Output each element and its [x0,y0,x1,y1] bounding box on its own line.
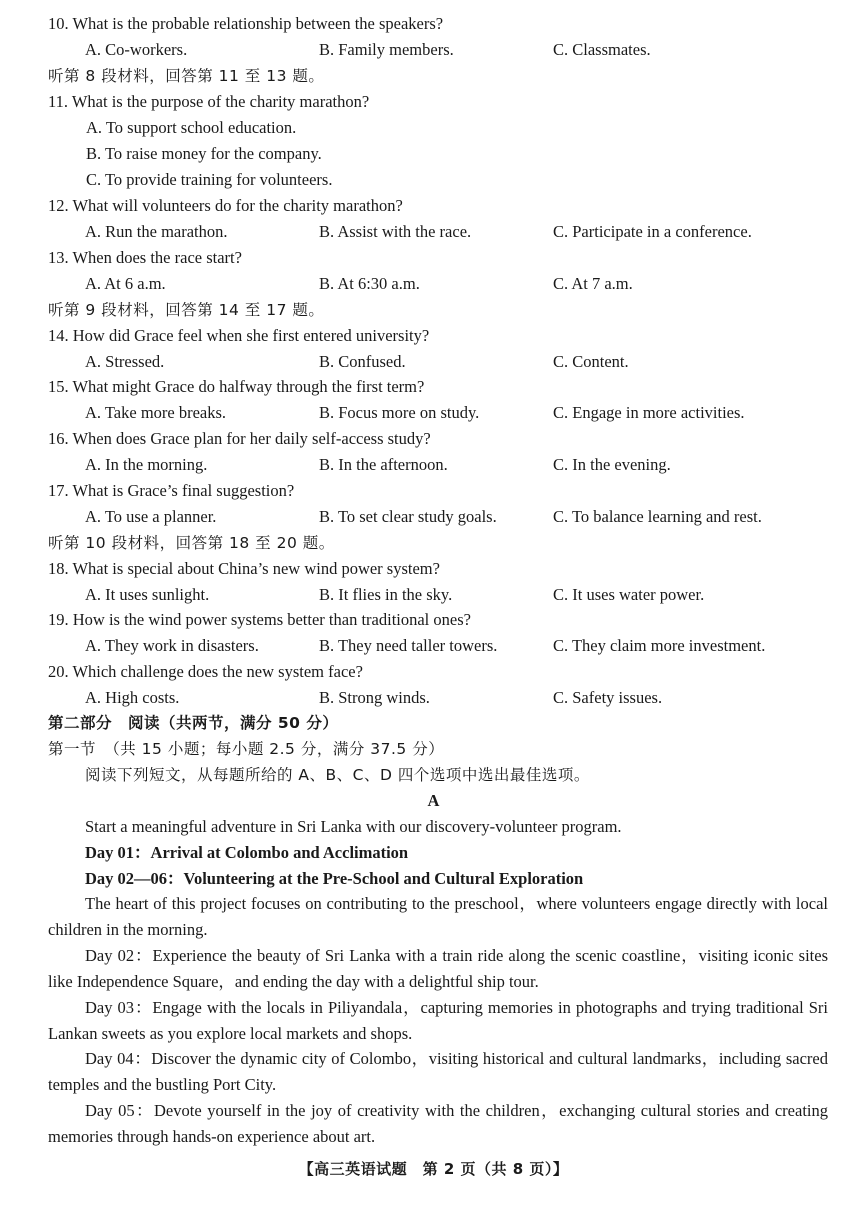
question-17-stem: 17. What is Grace’s final suggestion? [48,481,295,500]
option-c: C. In the evening. [553,455,671,474]
paragraph-day02: Day 02：Experience the beauty of Sri Lanka with a train ride along the scenic coastline，visiting iconic sites like Independence Square，and ending the day with a delightful ship tour. [48,946,828,991]
question-17-options [0,504,867,530]
option-c: C. It uses water power. [553,585,705,604]
question-18-options [0,582,867,608]
option-b: B. Focus more on study. [319,403,480,422]
option-b: B. At 6:30 a.m. [319,274,420,293]
question-18-stem: 18. What is special about China’s new wind power system? [48,559,440,578]
option-a: A. Co-workers. [85,40,188,59]
question-13-options [0,271,867,297]
question-15-options [0,400,867,426]
question-10-stem: 10. What is the probable relationship between the speakers? [48,14,444,33]
option-a: A. High costs. [85,688,180,707]
question-11-option-a: A. To support school education. [86,118,297,137]
question-14-stem: 14. How did Grace feel when she first entered university? [48,326,430,345]
option-b: B. It flies in the sky. [319,585,453,604]
option-a: A. They work in disasters. [85,636,259,655]
option-a: A. Run the marathon. [85,222,228,241]
question-12-options [0,219,867,245]
question-16-options [0,452,867,478]
option-b: B. Strong winds. [319,688,430,707]
question-19-options [0,633,867,659]
instruction-10: 听第 10 段材料，回答第 18 至 20 题。 [48,534,335,552]
option-a: A. It uses sunlight. [85,585,210,604]
question-13-stem: 13. When does the race start? [48,248,242,267]
question-11-stem: 11. What is the purpose of the charity marathon? [48,92,370,111]
option-c: C. At 7 a.m. [553,274,633,293]
paragraph-day03: Day 03：Engage with the locals in Piliyandala，capturing memories in photographs and trying traditional Sri Lankan sweets as you explore local markets and shops. [48,998,828,1043]
question-19-stem: 19. How is the wind power systems better than traditional ones? [48,610,471,629]
paragraph-day05: Day 05：Devote yourself in the joy of creativity with the children，exchanging cultural stories and creating memories through hands-on experience about art. [48,1101,828,1146]
reading-instruction: 阅读下列短文，从每题所给的 A、B、C、D 四个选项中选出最佳选项。 [85,766,590,784]
question-15-stem: 15. What might Grace do halfway through the first term? [48,377,425,396]
option-c: C. Safety issues. [553,688,663,707]
option-b: B. Confused. [319,352,406,371]
day01-heading: Day 01：Arrival at Colombo and Acclimation [85,843,409,862]
option-a: A. Stressed. [85,352,165,371]
instruction-9: 听第 9 段材料，回答第 14 至 17 题。 [48,301,325,319]
question-14-options [0,349,867,375]
paragraph-heart: The heart of this project focuses on contributing to the preschool，where volunteers engage directly with local children in the morning. [48,894,828,939]
question-11-option-c: C. To provide training for volunteers. [86,170,333,189]
part2-heading: 第二部分 阅读（共两节，满分 50 分） [48,714,339,732]
option-c: C. Engage in more activities. [553,403,745,422]
option-a: A. To use a planner. [85,507,217,526]
option-b: B. Assist with the race. [319,222,472,241]
option-b: B. Family members. [319,40,454,59]
option-a: A. In the morning. [85,455,208,474]
paragraph-day04: Day 04：Discover the dynamic city of Colombo，visiting historical and cultural landmarks，including sacred temples and the bustling Port City. [48,1049,828,1094]
option-c: C. Participate in a conference. [553,222,752,241]
question-11-option-b: B. To raise money for the company. [86,144,322,163]
page-footer: 【高三英语试题 第 2 页（共 8 页）】 [298,1160,569,1178]
instruction-8: 听第 8 段材料，回答第 11 至 13 题。 [48,67,325,85]
option-b: B. To set clear study goals. [319,507,497,526]
question-20-stem: 20. Which challenge does the new system face? [48,662,363,681]
option-c: C. Classmates. [553,40,651,59]
question-10-options [0,37,867,63]
option-a: A. Take more breaks. [85,403,227,422]
option-b: B. In the afternoon. [319,455,448,474]
option-a: A. At 6 a.m. [85,274,166,293]
option-b: B. They need taller towers. [319,636,498,655]
section1-heading: 第一节 （共 15 小题；每小题 2.5 分，满分 37.5 分） [48,740,445,758]
option-c: C. Content. [553,352,629,371]
passage-intro: Start a meaningful adventure in Sri Lanka with our discovery-volunteer program. [85,817,622,836]
option-c: C. To balance learning and rest. [553,507,762,526]
day02-06-heading: Day 02—06：Volunteering at the Pre-School and Cultural Exploration [85,869,584,888]
option-c: C. They claim more investment. [553,636,766,655]
question-16-stem: 16. When does Grace plan for her daily self-access study? [48,429,431,448]
passage-label: A [427,791,440,810]
question-12-stem: 12. What will volunteers do for the charity marathon? [48,196,403,215]
question-20-options [0,685,867,711]
